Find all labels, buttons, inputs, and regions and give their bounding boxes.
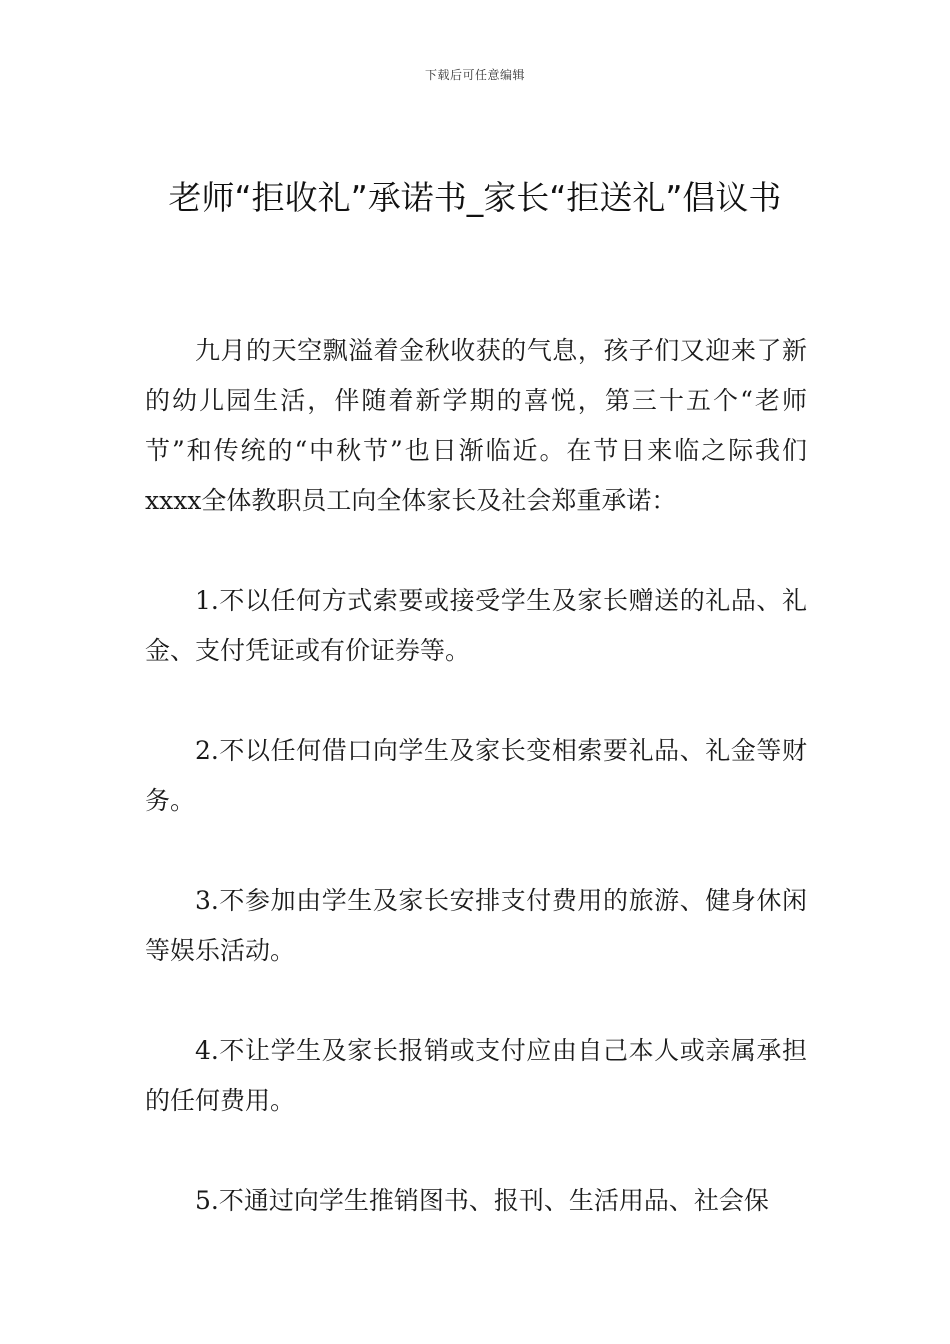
pledge-item-1: 1.不以任何方式索要或接受学生及家长赠送的礼品、礼金、支付凭证或有价证券等。 — [145, 586, 807, 665]
document-body — [145, 326, 807, 1226]
intro-paragraph: 九月的天空飘溢着金秋收获的气息，孩子们又迎来了新的幼儿园生活，伴随着新学期的喜悦，第三十五个“老师节”和传统的“中秋节”也日渐临近。在节日来临之际我们xxxx全体教职员工向全体家长及社会郑重承诺： — [145, 336, 807, 515]
document-title: 老师“拒收礼”承诺书_家长“拒送礼”倡议书 — [168, 178, 782, 217]
header-note: 下载后可任意编辑 — [424, 68, 525, 82]
pledge-item-5: 5.不通过向学生推销图书、报刊、生活用品、社会保 — [195, 1186, 769, 1215]
pledge-item-4: 4.不让学生及家长报销或支付应由自己本人或亲属承担的任何费用。 — [145, 1036, 807, 1115]
pledge-item-3: 3.不参加由学生及家长安排支付费用的旅游、健身休闲等娱乐活动。 — [145, 886, 807, 965]
pledge-item-2: 2.不以任何借口向学生及家长变相索要礼品、礼金等财务。 — [145, 736, 807, 815]
